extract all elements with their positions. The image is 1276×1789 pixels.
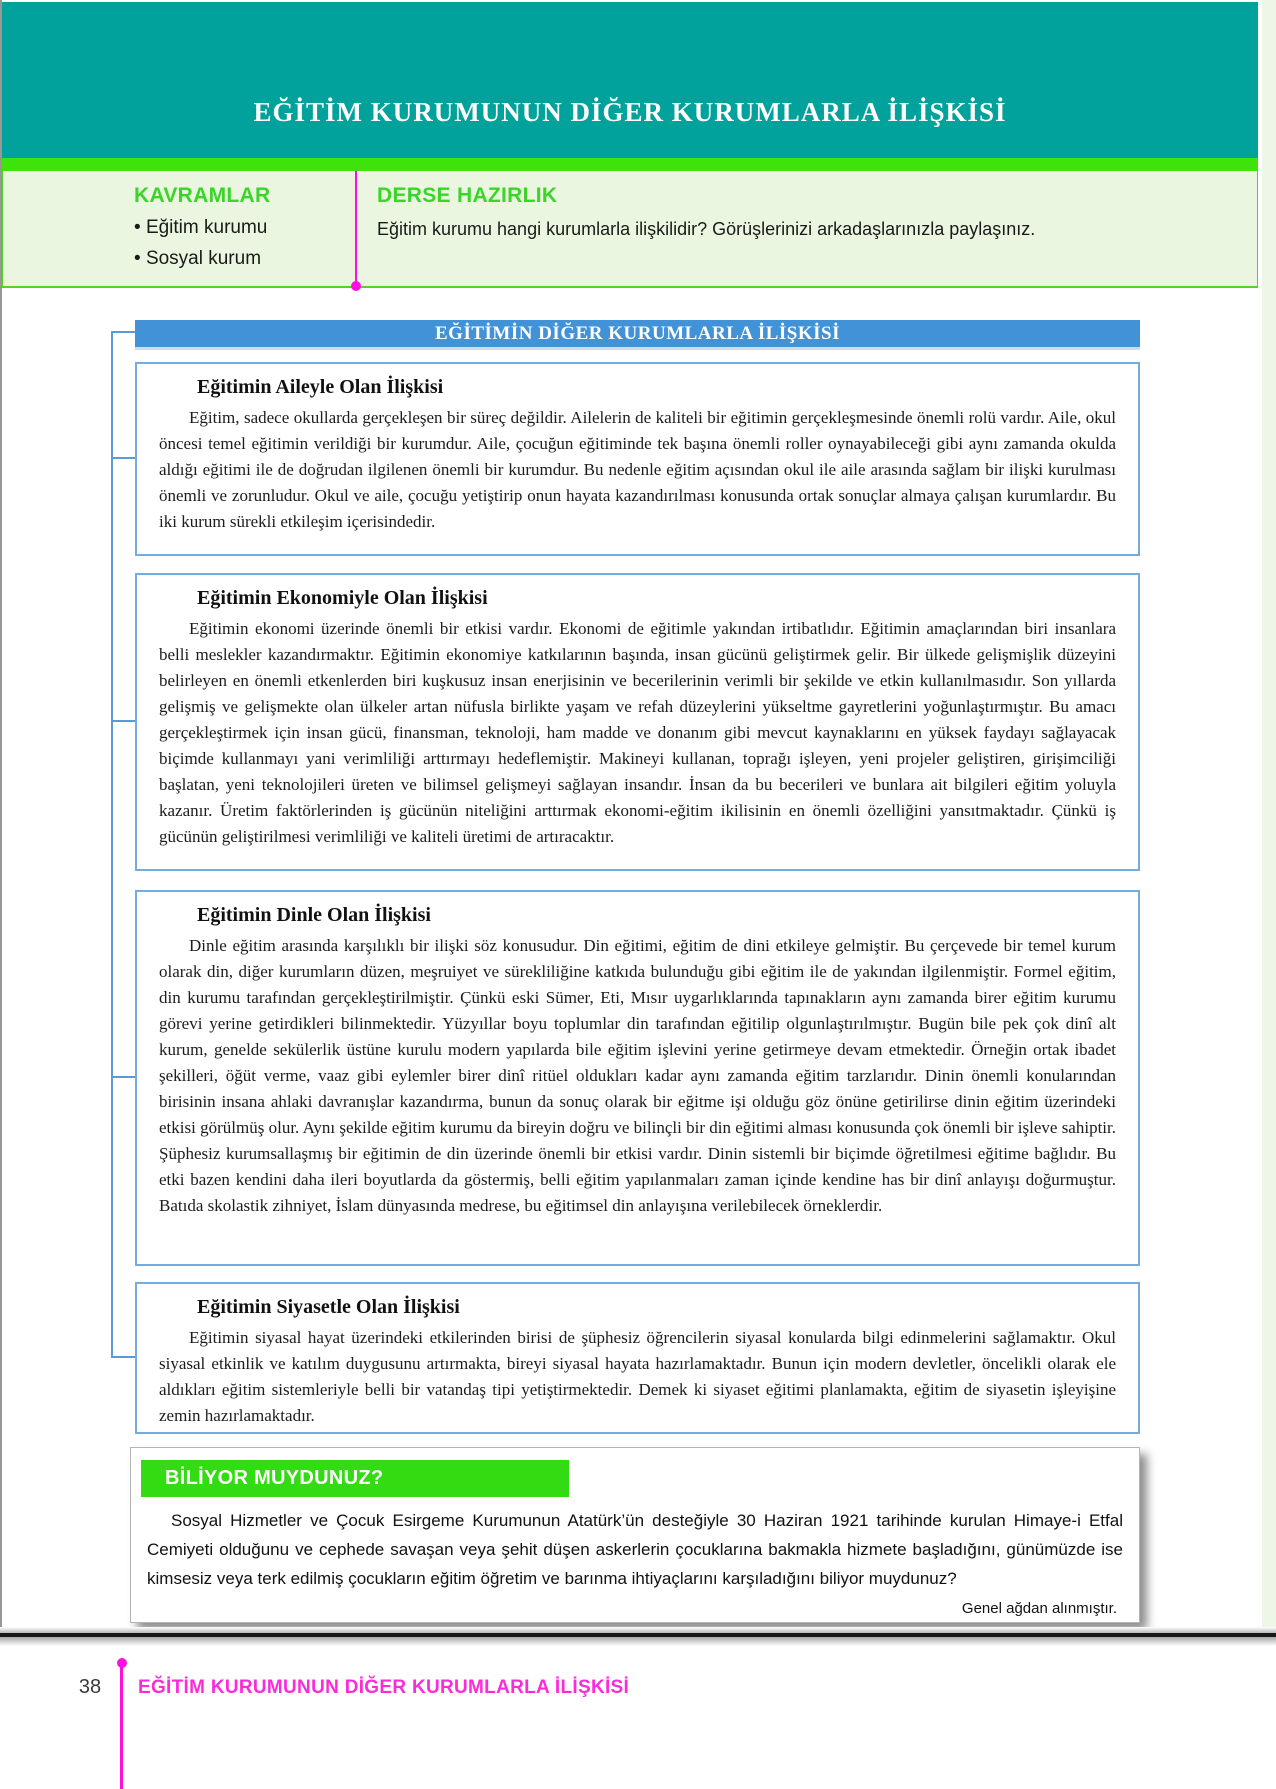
section-title-bar bbox=[135, 320, 1140, 347]
content-box-religion bbox=[135, 890, 1140, 1266]
content-box-politics bbox=[135, 1282, 1140, 1434]
section-connector-spine bbox=[111, 331, 113, 1358]
chapter-title: EĞİTİM KURUMUNUN DİĞER KURUMLARLA İLİŞKİSİ bbox=[253, 97, 1007, 127]
page-right-edge-strip bbox=[1262, 0, 1276, 1634]
concept-item: • Sosyal kurum bbox=[134, 248, 261, 270]
section-connector-stub bbox=[113, 1076, 135, 1078]
magenta-divider-dot bbox=[351, 281, 361, 291]
content-box-family bbox=[135, 362, 1140, 556]
did-you-know-source: Genel ağdan alınmıştır. bbox=[961, 1600, 1117, 1617]
content-box-heading: Eğitimin Aileyle Olan İlişkisi bbox=[197, 376, 444, 398]
section-connector-stub bbox=[113, 331, 135, 333]
section-connector-stub bbox=[113, 457, 135, 459]
content-box-heading: Eğitimin Ekonomiyle Olan İlişkisi bbox=[197, 587, 488, 609]
section-connector-stub bbox=[113, 1356, 135, 1358]
content-box-body: Dinle eğitim arasında karşılıklı bir ilişki söz konusudur. Din eğitimi, eğitim de dini etkileye gelmiştir. Bu çerçevede bir temel kurum olarak din, diğer kurumların düzen, meşruiyet ve sürekliliğine katkıda bulunduğu gibi eğitim ile de yakından ilgilenmiştir. Formel eğitim, din kurumu tarafından gerçekleştirilmiştir. Çünkü eski Sümer, Eti, Mısır uygarlıklarında tapınakların aynı zamanda birer eğitim kurumu görevi yerine getirdikleri bilinmektedir. Yüzyıllar boyu toplumlar din tarafından eğitilip olgunlaştırılmıştır. Bugün bile pek çok dinî alt kurum, genelde sekülerlik üstüne kurulu modern yapılarda bile eğitim işlevini yerine getirmeye devam etmektedir. Örneğin ortak ibadet şekilleri, öğüt verme, vaaz gibi eylemler birer dinî ritüel oldukları kadar aynı zamanda eğitim tarzlarıdır. Dinin önemli konularından birisinin insana ahlaki davranışlar kazandırma, bunun da sonuç olarak bir eğitme işi olduğu göz önüne getirilirse dinin eğitim üzerindeki etkisi görülmüş olur. Aynı şekilde eğitim kurumu da bireyin doğru ve bilinçli bir din eğitimi alması konusunda çok önemli bir işleve sahiptir. Şüphesiz kurumsallaşmış bir eğitimin de din üzerinde önemli bir etkisi vardır. Dinin sistemli bir biçimde öğretilmesi eğitime bağlıdır. Bu etki bazen kendini daha ileri boyutlarda da göstermiş, belli eğitim yapılanmaları zaman içinde kendine has bir dinî anlayışı doğurmuştur. Batıda skolastik zihniyet, İslam dünyasında medrese, bu eğitimsel din anlayışına verilebilecek örneklerdir. bbox=[159, 936, 1116, 1215]
lesson-prep-panel bbox=[2, 171, 1258, 288]
did-you-know-header bbox=[141, 1460, 569, 1497]
did-you-know-body: Sosyal Hizmetler ve Çocuk Esirgeme Kurumunun Atatürk’ün desteğiyle 30 Haziran 1921 tarihinde kurulan Himaye-i Etfal Cemiyeti olduğunu ve cephede savaşan veya şehit düşen askerlerin çocuklarına bakmakla hizmete başladığını, günümüzde ise kimsesiz veya terk edilmiş çocukların eğitim öğretim ve barınma ihtiyaçlarını karşıladığını biliyor muydunuz? bbox=[147, 1511, 1123, 1588]
concepts-heading: KAVRAMLAR bbox=[134, 184, 271, 207]
chapter-header-banner bbox=[2, 2, 1258, 158]
concept-item: • Eğitim kurumu bbox=[134, 217, 267, 239]
content-box-economy bbox=[135, 573, 1140, 871]
magenta-divider-line bbox=[355, 171, 357, 288]
lesson-prep-question: Eğitim kurumu hangi kurumlarla ilişkilidir? Görüşlerinizi arkadaşlarınızla paylaşınız. bbox=[377, 219, 1036, 239]
content-box-heading: Eğitimin Siyasetle Olan İlişkisi bbox=[197, 1296, 460, 1318]
lesson-prep-heading: DERSE HAZIRLIK bbox=[377, 184, 558, 207]
footer-chapter-title: EĞİTİM KURUMUNUN DİĞER KURUMLARLA İLİŞKİSİ bbox=[138, 1677, 630, 1698]
did-you-know-box bbox=[130, 1447, 1140, 1623]
footer-magenta-line bbox=[120, 1663, 123, 1789]
footer-page-number: 38 bbox=[78, 1676, 102, 1698]
content-box-body: Eğitimin siyasal hayat üzerindeki etkilerinden birisi de şüphesiz öğrencilerin siyasal konularda bilgi edinmelerini sağlamaktır. Okul siyasal etkinlik ve katılım duygusunu artırmakta, bireyi siyasal hayata hazırlamaktadır. Bunun için modern devletler, öncelikli olarak ele aldıkları eğitim sistemleriyle belli bir vatandaş tipi yetiştirmektedir. Demek ki siyaset eğitimi planlamakta, eğitim de siyasetin işleyişine zemin hazırlamaktadır. bbox=[159, 1328, 1116, 1425]
content-box-body: Eğitim, sadece okullarda gerçekleşen bir süreç değildir. Ailelerin de kaliteli bir eğitimin gerçekleşmesinde önemli rolü vardır. Aile, okul öncesi temel eğitimin verildiği bir kurumdur. Aile, çocuğun eğitiminde tek başına önemli roller oynayabileceği gibi aynı zamanda okulda aldığı eğitimi ile de doğrudan ilgilenen önemli bir kurumdur. Bu nedenle eğitim açısından okul ile aile arasında sağlam bir ilişki kurulması önemli ve zorunludur. Okul ve aile, çocuğu yetiştirip onun hayata kazandırılması konusunda ortak sonuçlar almaya çalışan kurumlardır. Bu iki kurum sürekli etkileşim içerisindedir. bbox=[159, 408, 1116, 531]
content-box-heading: Eğitimin Dinle Olan İlişkisi bbox=[197, 904, 431, 926]
content-box-body: Eğitimin ekonomi üzerinde önemli bir etkisi vardır. Ekonomi de eğitimle yakından irtibatlıdır. Eğitimin amaçlarından biri insanlara belli meslekler kazandırmaktır. Eğitimin ekonomiye katkılarının başında, insan gücünü geliştirmek gelir. Bir ülkede gelişmişlik düzeyini belirleyen en önemli etkenlerden biri kuşkusuz insan enerjisinin ve becerilerinin verimli bir şekilde ve etkin kullanılmasıdır. Son yıllarda gelişmiş ve gelişmekte olan ülkeler artan nüfusla birlikte yaşam ve refah düzeylerini yükseltme gayretlerini yoğunlaştırmıştır. Bu amacı gerçekleştirmek için insan gücü, finansman, teknoloji, ham madde ve donanım gibi mevcut kaynaklarını en yüksek faydayı sağlayacak biçimde kullanmayı yani verimliliği arttırmayı hedeflemiştir. Makineyi kullanan, toprağı işleyen, yeni projeler geliştiren, girişimciliği başlatan, yeni teknolojileri üreten ve bilimsel gelişmeyi sağlayan insandır. İnsan da bu becerileri ve bunlara ait bilgileri eğitim yoluyla kazanır. Üretim faktörlerinden iş gücünün niteliğini arttırmak ekonomi-eğitim ikilisinin en önemli özelliğini yansıtmaktadır. Çünkü iş gücünün geliştirilmesi verimliliği ve kaliteli üretimi de artıracaktır. bbox=[159, 619, 1116, 846]
did-you-know-heading: BİLİYOR MUYDUNUZ? bbox=[165, 1467, 384, 1489]
section-connector-stub bbox=[113, 720, 135, 722]
section-title: EĞİTİMİN DİĞER KURUMLARLA İLİŞKİSİ bbox=[435, 322, 840, 344]
page-bottom-edge-shadow bbox=[0, 1637, 1276, 1646]
green-divider-bar bbox=[2, 158, 1258, 171]
